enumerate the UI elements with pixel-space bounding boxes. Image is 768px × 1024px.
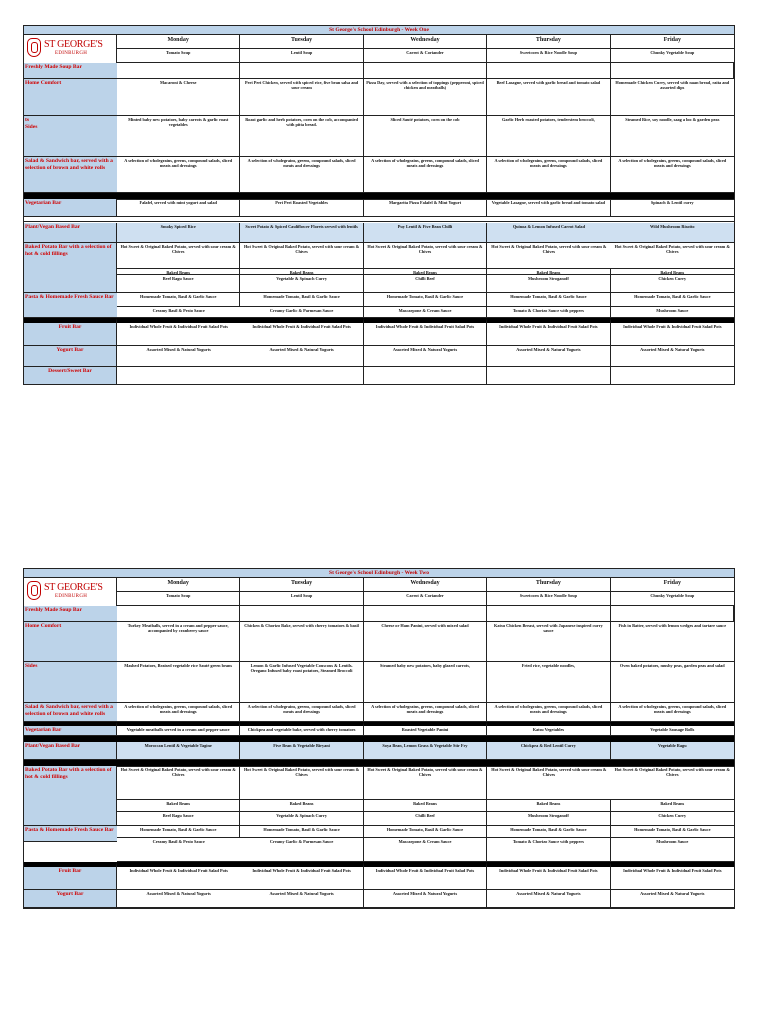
menu-cell: Steamed baby new potatoes, baby glazed carrots, — [364, 662, 487, 703]
menu-cell: Peri Peri Chicken, served with spiced rice, five bean salsa and sour cream — [240, 79, 363, 116]
menu-cell: Carrot & Coriander — [364, 49, 487, 63]
menu-cell: Mascarpone & Cream Sauce — [364, 307, 487, 318]
menu-cell: Garlic Herb roasted potatoes, tenderstem broccoli, — [487, 116, 610, 157]
menu-cell: Vegetable meatballs served in a cream and pepper sauce — [117, 722, 240, 736]
crest-icon — [27, 581, 41, 600]
day-header: Wednesday — [364, 578, 487, 592]
menu-cell: Peri Peri Roasted Vegetables — [240, 199, 363, 217]
menu-cell: A selection of wholegrains, greens, compound salads, sliced meats and dressings — [364, 157, 487, 193]
menu-cell: Chicken Curry — [611, 275, 734, 293]
logo-sub: EDINBURGH — [55, 594, 88, 599]
menu-cell: Vegetable Ragu — [611, 742, 734, 760]
menu-cell: Hot Sweet & Original Baked Potato, served with sour cream & Chives — [364, 243, 487, 269]
menu-cell: Quinoa & Lemon Infused Carrot Salad — [487, 223, 610, 243]
menu-cell: Hot Sweet & Original Baked Potato, served with sour cream & Chives — [611, 766, 734, 800]
menu-cell: Cheese or Ham Panini, served with mixed salad — [364, 622, 487, 662]
menu-cell: Minted baby new potatoes, baby carrots & garlic roast vegetables — [117, 116, 240, 157]
row-label — [24, 116, 117, 157]
row-label: Home Comfort — [24, 622, 117, 662]
menu-cell: A selection of wholegrains, greens, compound salads, sliced meats and dressings — [117, 157, 240, 193]
row-label-text: Sides — [25, 123, 38, 130]
menu-cell: Spinach & Lentil curry — [611, 199, 734, 217]
menu-cell: Tomato Soup — [117, 592, 240, 606]
menu-cell: Mushroom Sauce — [611, 307, 734, 318]
menu-cell: Chickpea and vegetable bake, served with cherry tomatoes — [240, 722, 363, 736]
school-logo — [24, 578, 117, 606]
menu-cell: Macaroni & Cheese — [117, 79, 240, 116]
menu-cell: Assorted Mixed & Natural Yogurts — [487, 890, 610, 908]
menu-cell: Katsu Chicken Breast, served with Japanese inspired curry sauce — [487, 622, 610, 662]
menu-cell: Carrot & Coriander — [364, 592, 487, 606]
menu-cell: Roast garlic and herb potatoes, corn on the cob, accompanied with pitta bread. — [240, 116, 363, 157]
menu-cell: Assorted Mixed & Natural Yogurts — [240, 890, 363, 908]
menu-cell: Falafel, served with mint yogurt and salad — [117, 199, 240, 217]
menu-cell: A selection of wholegrains, greens, compound salads, sliced meats and dressings — [487, 157, 610, 193]
row-label: Freshly Made Soup Bar — [24, 63, 117, 79]
menu-cell: Creamy Basil & Pesto Sauce — [117, 838, 240, 862]
menu-cell: A selection of wholegrains, greens, compound salads, sliced meats and dressings — [611, 703, 734, 722]
menu-cell: A selection of wholegrains, greens, compound salads, sliced meats and dressings — [487, 703, 610, 722]
menu-cell: Beef Ragu Sauce — [117, 275, 240, 293]
day-header: Thursday — [487, 578, 610, 592]
menu-cell: Homemade Tomato, Basil & Garlic Sauce — [240, 826, 363, 838]
menu-cell: Vegetable & Spinach Curry — [240, 275, 363, 293]
menu-cell: Hot Sweet & Original Baked Potato, served with sour cream & Chives — [117, 243, 240, 269]
menu-cell: Moroccan Lentil & Vegetable Tagine — [117, 742, 240, 760]
menu-cell: Soya Bean, Lemon Grass & Vegetable Stir Fry — [364, 742, 487, 760]
day-header: Wednesday — [364, 35, 487, 49]
menu-cell: Chunky Vegetable Soup — [611, 49, 734, 63]
row-label: Salad & Sandwich bar, served with a selection of brown and white rolls — [24, 703, 117, 722]
menu-cell: Individual Whole Fruit & Individual Fruit Salad Pots — [117, 318, 240, 346]
week-title: St George's School Edinburgh - Week One — [24, 26, 734, 35]
day-header: Monday — [117, 578, 240, 592]
menu-cell: A selection of wholegrains, greens, compound salads, sliced meats and dressings — [117, 703, 240, 722]
menu-cell: Hot Sweet & Original Baked Potato, served with sour cream & Chives — [240, 766, 363, 800]
menu-cell: Chilli Beef — [364, 275, 487, 293]
menu-cell: Mushroom Sauce — [611, 838, 734, 862]
menu-cell: Homemade Tomato, Basil & Garlic Sauce — [364, 293, 487, 307]
day-header: Tuesday — [240, 578, 363, 592]
menu-cell: Mascarpone & Cream Sauce — [364, 838, 487, 862]
menu-cell: Assorted Mixed & Natural Yogurts — [487, 346, 610, 367]
menu-cell: Chilli Beef — [364, 812, 487, 826]
menu-cell: Homemade Chicken Curry, served with naan bread, raita and assorted dips — [611, 79, 734, 116]
menu-cell: Mushroom Stroganoff — [487, 812, 610, 826]
school-logo — [24, 35, 117, 63]
menu-cell: Baked Beans — [240, 800, 363, 812]
menu-cell: Chicken Curry — [611, 812, 734, 826]
menu-cell: A selection of wholegrains, greens, compound salads, sliced meats and dressings — [240, 703, 363, 722]
menu-cell: Hot Sweet & Original Baked Potato, served with sour cream & Chives — [487, 243, 610, 269]
menu-cell: Lentil Soup — [240, 592, 363, 606]
menu-cell: Assorted Mixed & Natural Yogurts — [117, 890, 240, 908]
menu-cell: Baked Beans — [611, 269, 734, 275]
menu-cell: Tomato & Chorizo Sauce with peppers — [487, 838, 610, 862]
menu-cell: Roasted Vegetable Panini — [364, 722, 487, 736]
menu-cell: Baked Beans — [117, 800, 240, 812]
menu-cell: Hot Sweet & Original Baked Potato, served with sour cream & Chives — [364, 766, 487, 800]
week-title: St George's School Edinburgh - Week Two — [24, 569, 734, 578]
menu-cell: Baked Beans — [240, 269, 363, 275]
menu-cell: Fried rice, vegetable noodles, — [487, 662, 610, 703]
week-one-menu — [23, 25, 735, 385]
row-label: Yogurt Bar — [24, 890, 117, 908]
menu-cell: Individual Whole Fruit & Individual Fruit Salad Pots — [611, 862, 734, 890]
menu-cell: Beef Lasagne, served with garlic bread and tomato salad — [487, 79, 610, 116]
menu-cell: Baked Beans — [611, 800, 734, 812]
logo-sub: EDINBURGH — [55, 51, 88, 56]
menu-cell: Hot Sweet & Original Baked Potato, served with sour cream & Chives — [487, 766, 610, 800]
menu-cell: Fish in Batter, served with lemon wedges and tartare sauce — [611, 622, 734, 662]
menu-cell: Creamy Garlic & Parmesan Sauce — [240, 307, 363, 318]
menu-cell: Assorted Mixed & Natural Yogurts — [240, 346, 363, 367]
menu-cell: Homemade Tomato, Basil & Garlic Sauce — [487, 293, 610, 307]
menu-cell: Individual Whole Fruit & Individual Fruit Salad Pots — [487, 318, 610, 346]
row-label: Plant/Vegan Based Bar — [24, 742, 117, 760]
menu-cell: Mashed Potatoes, Braised vegetable rice Sauté green beans — [117, 662, 240, 703]
menu-cell: Vegetable & Spinach Curry — [240, 812, 363, 826]
menu-cell: Katsu Vegetables — [487, 722, 610, 736]
menu-cell: Individual Whole Fruit & Individual Fruit Salad Pots — [240, 318, 363, 346]
menu-cell: Individual Whole Fruit & Individual Fruit Salad Pots — [611, 318, 734, 346]
row-label-prefix: ts — [25, 117, 30, 123]
logo-name: ST GEORGE'S — [44, 582, 103, 593]
menu-cell: Assorted Mixed & Natural Yogurts — [364, 346, 487, 367]
row-label: Freshly Made Soup Bar — [24, 606, 117, 622]
menu-cell: Hot Sweet & Original Baked Potato, served with sour cream & Chives — [240, 243, 363, 269]
menu-cell: Individual Whole Fruit & Individual Fruit Salad Pots — [364, 862, 487, 890]
menu-cell: Vegetable Sausage Rolls — [611, 722, 734, 736]
menu-cell: Creamy Basil & Pesto Sauce — [117, 307, 240, 318]
menu-cell: Assorted Mixed & Natural Yogurts — [611, 346, 734, 367]
menu-cell: Assorted Mixed & Natural Yogurts — [611, 890, 734, 908]
menu-cell: Creamy Garlic & Parmesan Sauce — [240, 838, 363, 862]
row-label: Salad & Sandwich bar, served with a selection of brown and white rolls — [24, 157, 117, 193]
row-label: Baked Potato Bar with a selection of hot & cold fillings — [24, 243, 117, 293]
menu-cell: Tomato & Chorizo Sauce with peppers — [487, 307, 610, 318]
menu-cell: Oven baked potatoes, mushy peas, garden peas and salad — [611, 662, 734, 703]
menu-cell: Chicken & Chorizo Bake, served with cherry tomatoes & basil — [240, 622, 363, 662]
menu-cell: Vegetable Lasagne, served with garlic bread and tomato salad — [487, 199, 610, 217]
menu-cell: Tomato Soup — [117, 49, 240, 63]
menu-cell: Lentil Soup — [240, 49, 363, 63]
menu-cell: Individual Whole Fruit & Individual Fruit Salad Pots — [487, 862, 610, 890]
menu-cell: Wild Mushroom Risotto — [611, 223, 734, 243]
day-header: Friday — [611, 35, 734, 49]
day-header: Monday — [117, 35, 240, 49]
menu-cell: Chunky Vegetable Soup — [611, 592, 734, 606]
row-label: Yogurt Bar — [24, 346, 117, 367]
menu-cell: Five Bean & Vegetable Biryani — [240, 742, 363, 760]
menu-cell: Steamed Rice, soy noodle, saag a loo & garden peas — [611, 116, 734, 157]
menu-cell: Smoky Spiced Rice — [117, 223, 240, 243]
menu-cell: Turkey Meatballs, served in a cream and pepper sauce, accompanied by cranberry sauce — [117, 622, 240, 662]
menu-cell: Homemade Tomato, Basil & Garlic Sauce — [611, 826, 734, 838]
menu-cell: Baked Beans — [364, 800, 487, 812]
row-label: Baked Potato Bar with a selection of hot & cold fillings — [24, 766, 117, 826]
menu-cell: Homemade Tomato, Basil & Garlic Sauce — [364, 826, 487, 838]
menu-cell: Assorted Mixed & Natural Yogurts — [364, 890, 487, 908]
menu-cell: Homemade Tomato, Basil & Garlic Sauce — [611, 293, 734, 307]
menu-cell: Assorted Mixed & Natural Yogurts — [117, 346, 240, 367]
row-label: Home Comfort — [24, 79, 117, 116]
row-label: Fruit Bar — [24, 862, 117, 890]
menu-cell: Pizza Day, served with a selection of toppings (pepperoni, spiced chicken and meatballs) — [364, 79, 487, 116]
menu-cell: Homemade Tomato, Basil & Garlic Sauce — [117, 826, 240, 838]
menu-cell: Individual Whole Fruit & Individual Fruit Salad Pots — [240, 862, 363, 890]
menu-cell: Puy Lentil & Five Bean Chilli — [364, 223, 487, 243]
row-label: Pasta & Homemade Fresh Sauce Bar — [24, 826, 117, 842]
row-label: Fruit Bar — [24, 318, 117, 346]
menu-cell: Individual Whole Fruit & Individual Fruit Salad Pots — [117, 862, 240, 890]
row-label: Sides — [24, 662, 117, 703]
menu-cell: Individual Whole Fruit & Individual Fruit Salad Pots — [364, 318, 487, 346]
day-header: Friday — [611, 578, 734, 592]
menu-cell: Sweetcorn & Rice Noodle Soup — [487, 49, 610, 63]
logo-name: ST GEORGE'S — [44, 39, 103, 50]
row-label: Dessert/Sweet Bar — [24, 367, 117, 384]
menu-cell: Beef Ragu Sauce — [117, 812, 240, 826]
day-header: Thursday — [487, 35, 610, 49]
menu-cell: Chickpea & Red Lentil Curry — [487, 742, 610, 760]
menu-cell: Sweetcorn & Rice Noodle Soup — [487, 592, 610, 606]
week-two-menu — [23, 568, 735, 909]
menu-cell: A selection of wholegrains, greens, compound salads, sliced meats and dressings — [611, 157, 734, 193]
menu-cell: Baked Beans — [487, 269, 610, 275]
menu-cell: Baked Beans — [117, 269, 240, 275]
row-label: Plant/Vegan Based Bar — [24, 223, 117, 243]
menu-cell: Lemon & Garlic Infused Vegetable Couscous & Lentils. Oregano Infused baby roast potatoes, Steamed Broccoli — [240, 662, 363, 703]
row-label: Vegetarian Bar — [24, 199, 117, 217]
menu-cell: A selection of wholegrains, greens, compound salads, sliced meats and dressings — [364, 703, 487, 722]
crest-icon — [27, 38, 41, 57]
day-header: Tuesday — [240, 35, 363, 49]
menu-cell: Sliced Sauté potatoes, corn on the cob — [364, 116, 487, 157]
menu-cell: Sweet Potato & Spiced Cauliflower Florets served with lentils — [240, 223, 363, 243]
menu-cell: Baked Beans — [364, 269, 487, 275]
menu-cell: Baked Beans — [487, 800, 610, 812]
menu-cell: Hot Sweet & Original Baked Potato, served with sour cream & Chives — [611, 243, 734, 269]
menu-cell: Homemade Tomato, Basil & Garlic Sauce — [117, 293, 240, 307]
menu-cell: Hot Sweet & Original Baked Potato, served with sour cream & Chives — [117, 766, 240, 800]
menu-cell: Homemade Tomato, Basil & Garlic Sauce — [487, 826, 610, 838]
row-label: Vegetarian Bar — [24, 722, 117, 736]
menu-cell: Homemade Tomato, Basil & Garlic Sauce — [240, 293, 363, 307]
menu-cell: A selection of wholegrains, greens, compound salads, sliced meats and dressings — [240, 157, 363, 193]
menu-cell: Margarita Pizza Falafel & Mint Yogurt — [364, 199, 487, 217]
menu-cell: Mushroom Stroganoff — [487, 275, 610, 293]
row-label: Pasta & Homemade Fresh Sauce Bar — [24, 293, 117, 318]
